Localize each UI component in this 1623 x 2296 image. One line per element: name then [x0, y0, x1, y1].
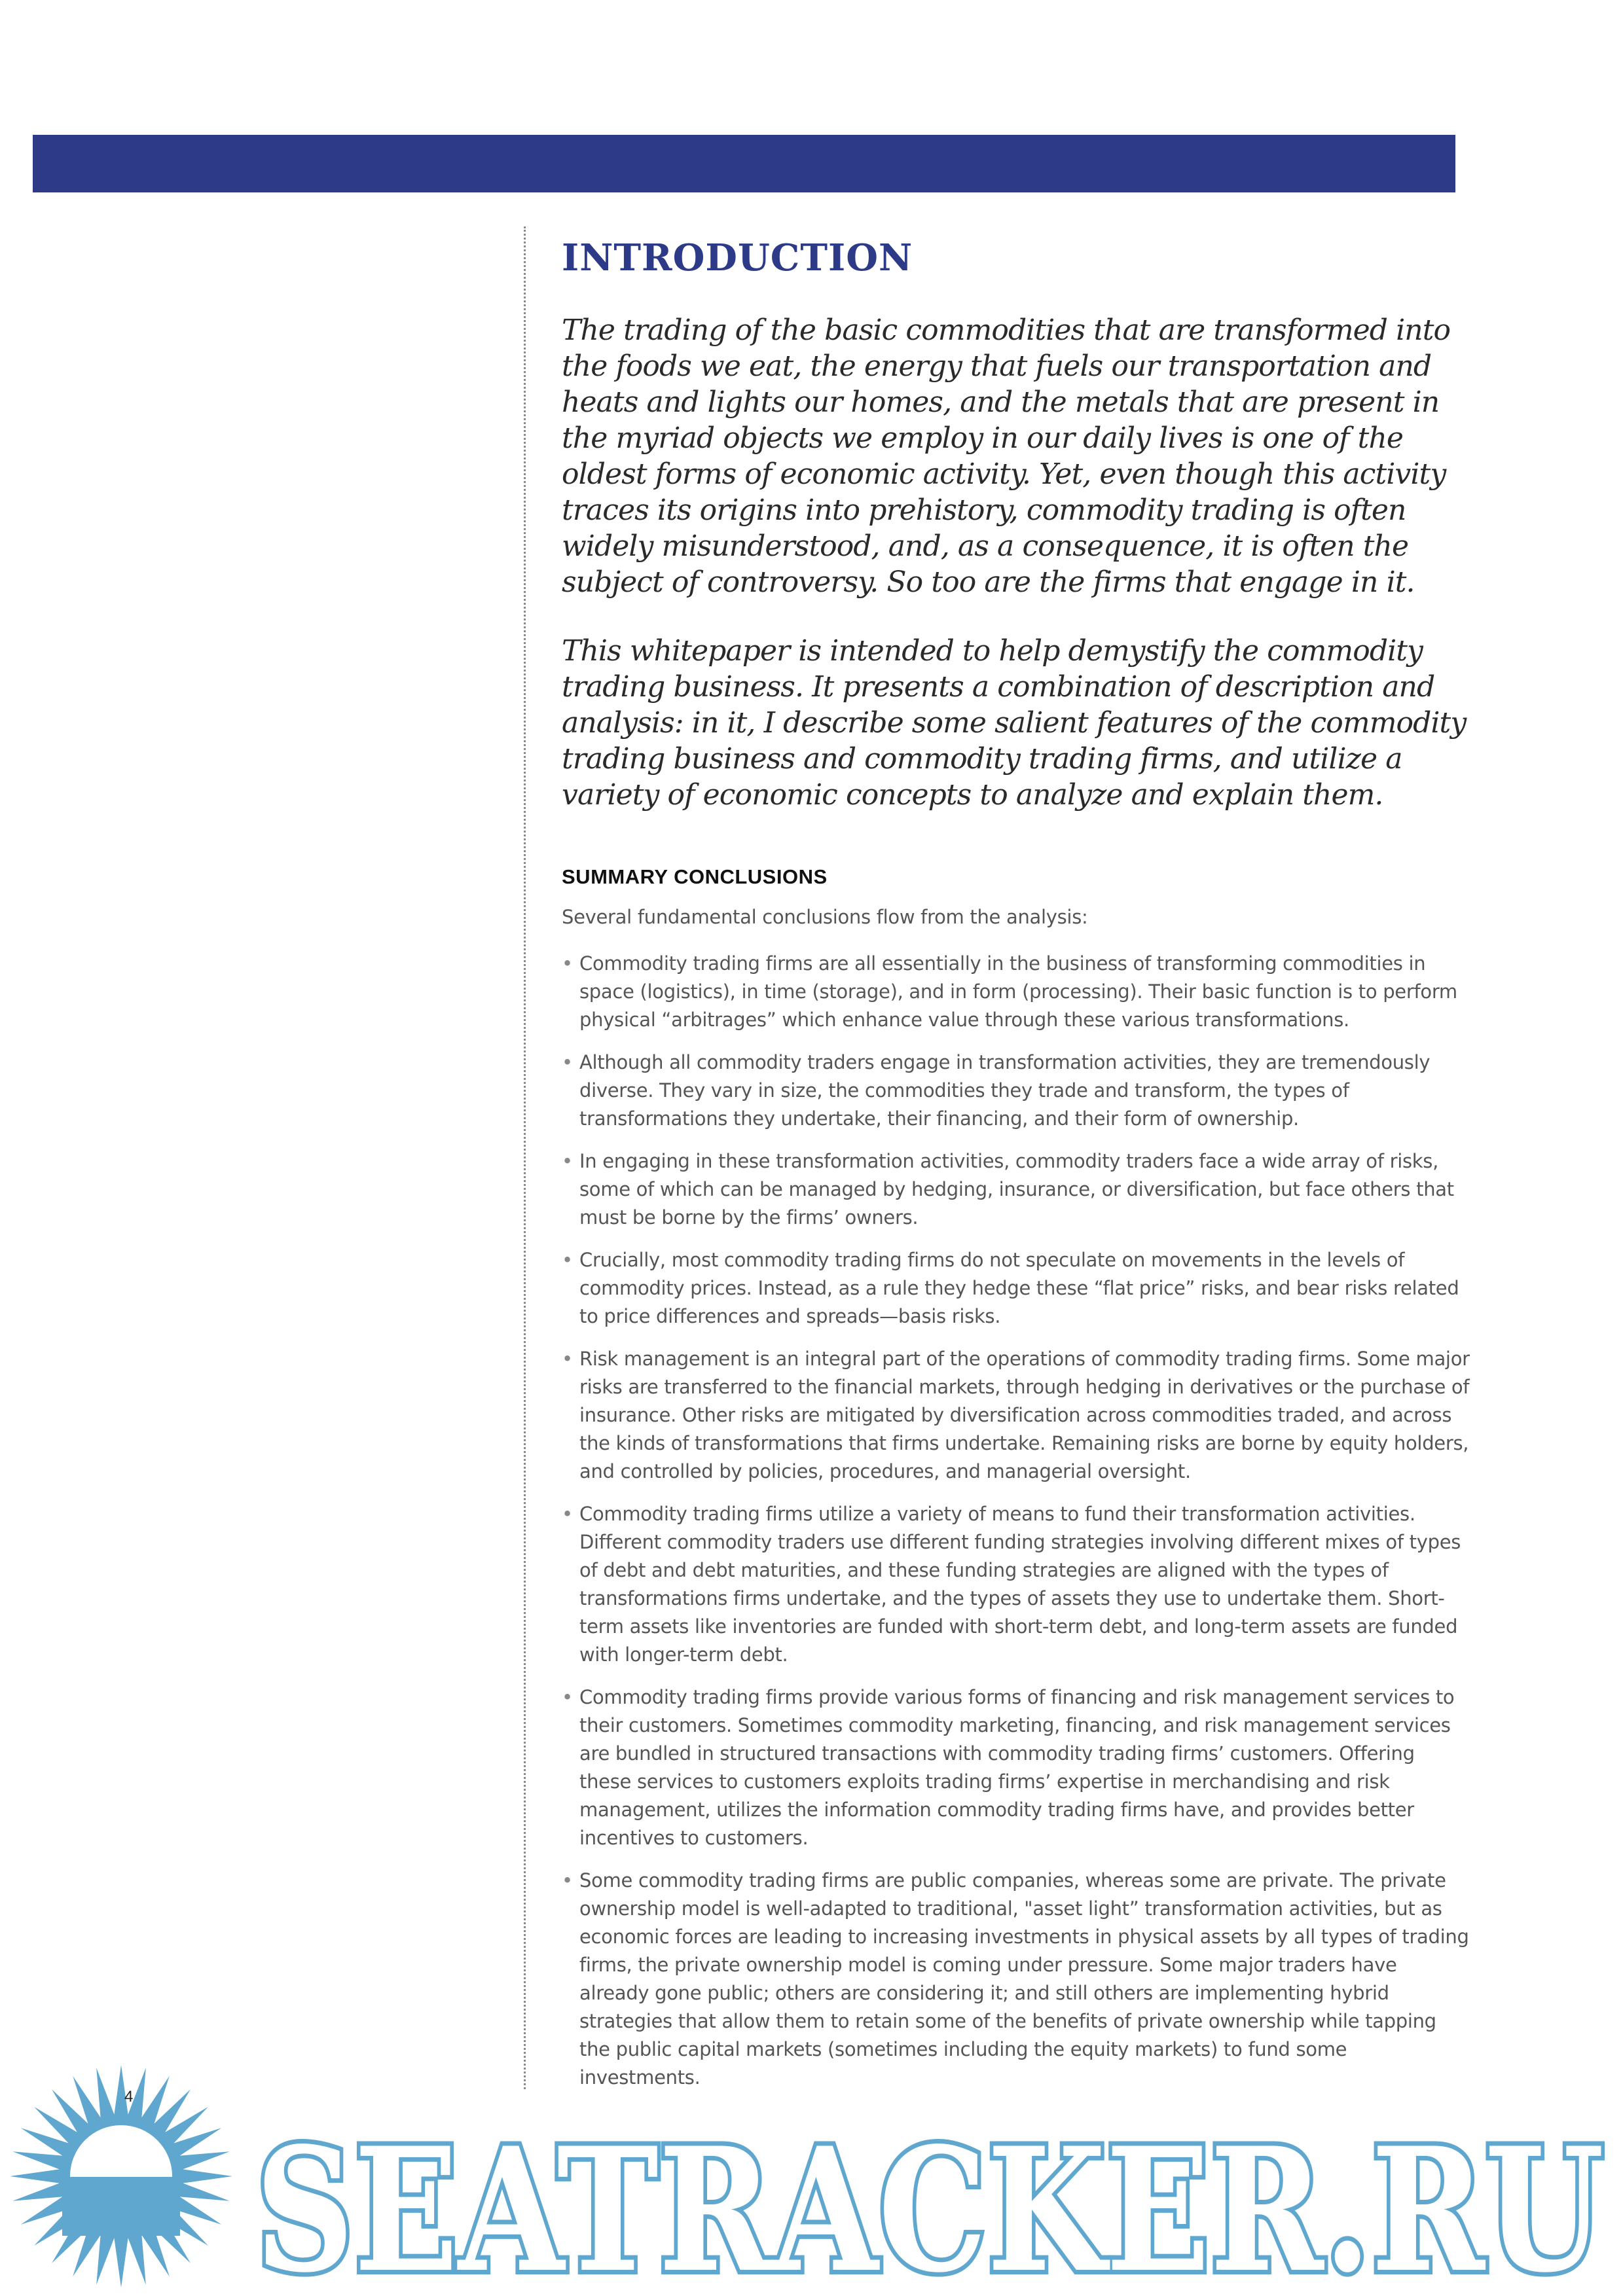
summary-title: SUMMARY CONCLUSIONS — [562, 865, 828, 888]
list-item-text: In engaging in these transformation activities, commodity traders face a wide array of risks, some of which can be managed by hedging, insurance, or diversification, but face others that must be borne by the firms’ owners. — [579, 1149, 1454, 1229]
list-item — [562, 1500, 1472, 1669]
list-item-text: Commodity trading firms are all essentially in the business of transforming commodities in space (logistics), in time (storage), and in form (processing). Their basic function is to perform physical “arbitrages” which enhance value through these various transformations. — [579, 952, 1457, 1031]
header-band — [33, 135, 1455, 192]
list-item — [562, 1345, 1472, 1486]
dotted-divider — [524, 226, 526, 2089]
sun-icon — [10, 2065, 232, 2287]
page-number: 4 — [124, 2088, 134, 2106]
main-content — [562, 234, 1472, 2106]
list-item-text: Commodity trading firms provide various forms of financing and risk management services to their customers. Sometimes commodity marketing, financing, and risk management services are bundled in structured transactions with commodity trading firms’ customers. Offering these services to customers exploits trading firms’ expertise in merchandising and risk management, utilizes the information commodity trading firms have, and provides better incentives to customers. — [579, 1685, 1455, 1849]
summary-list — [562, 950, 1472, 2092]
bullet-icon: • — [562, 1347, 573, 1370]
bullet-icon: • — [562, 1685, 573, 1708]
watermark-text: SEATRACKER.RU — [255, 2111, 1604, 2296]
intro-paragraph-2: This whitepaper is intended to help demystify the commodity trading business. It presents a combination of description and analysis: in it, I describe some salient features of the commodity trading business and commodity trading firms, and utilize a variety of economic concepts to analyze and explain them. — [562, 634, 1467, 812]
section-title: INTRODUCTION — [562, 236, 913, 279]
watermark — [0, 2062, 1623, 2296]
summary-lead: Several fundamental conclusions flow from the analysis: — [562, 905, 1088, 928]
bullet-icon: • — [562, 952, 573, 975]
list-item — [562, 1867, 1472, 2092]
list-item-text: Some commodity trading firms are public companies, whereas some are private. The private ownership model is well-adapted to traditional, "asset light” transformation activities, but as economic forces are leading to increasing investments in physical assets by all types of trading firms, the private ownership model is coming under pressure. Some major traders have already gone public; others are considering it; and still others are implementing hybrid strategies that allow them to retain some of the benefits of private ownership while tapping the public capital markets (sometimes including the equity markets) to fund some investments. — [579, 1869, 1469, 2089]
intro-section — [562, 312, 1472, 813]
list-item — [562, 1683, 1472, 1852]
list-item — [562, 1147, 1472, 1232]
list-item — [562, 1049, 1472, 1133]
list-item — [562, 950, 1472, 1034]
list-item-text: Although all commodity traders engage in transformation activities, they are tremendously diverse. They vary in size, the commodities they trade and transform, the types of transformations they undertake, their financing, and their form of ownership. — [579, 1050, 1431, 1130]
list-item-text: Crucially, most commodity trading firms do not speculate on movements in the levels of commodity prices. Instead, as a rule they hedge these “flat price” risks, and bear risks related to price differences and spreads—basis risks. — [579, 1248, 1459, 1327]
list-item-text: Risk management is an integral part of the operations of commodity trading firms. Some major risks are transferred to the financial markets, through hedging in derivatives or the purchase of insurance. Other risks are mitigated by diversification across commodities traded, and across the kinds of transformations that firms undertake. Remaining risks are borne by equity holders, and controlled by policies, procedures, and managerial oversight. — [579, 1347, 1470, 1482]
list-item-text: Commodity trading firms utilize a variety of means to fund their transformation activities. Different commodity traders use different funding strategies involving different mixes of types of debt and debt maturities, and these funding strategies are aligned with the types of transformations firms undertake, and the types of assets they use to undertake them. Short-term assets like inventories are funded with short-term debt, and long-term assets are funded with longer-term debt. — [579, 1502, 1461, 1666]
bullet-icon: • — [562, 1869, 573, 1892]
bullet-icon: • — [562, 1502, 573, 1525]
bullet-icon: • — [562, 1050, 573, 1073]
list-item — [562, 1246, 1472, 1331]
intro-paragraph-1: The trading of the basic commodities that are transformed into the foods we eat, the energy that fuels our transportation and heats and lights our homes, and the metals that are present in the myriad objects we employ in our daily lives is one of the oldest forms of economic activity. Yet, even though this activity traces its origins into prehistory, commodity trading is often widely misunderstood, and, as a consequence, it is often the subject of controversy. So too are the firms that engage in it. — [562, 313, 1451, 599]
bullet-icon: • — [562, 1149, 573, 1172]
bullet-icon: • — [562, 1248, 573, 1271]
